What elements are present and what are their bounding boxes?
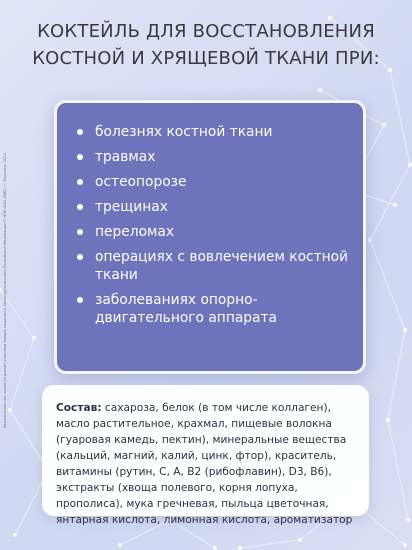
bullet-dot-icon	[77, 129, 83, 135]
condition-text: операциях с вовлечением костной ткани	[95, 249, 349, 283]
composition-text	[42, 385, 369, 528]
conditions-card	[54, 100, 366, 374]
bullet-dot-icon	[77, 154, 83, 160]
title-line-1: КОКТЕЙЛЬ ДЛЯ ВОССТАНОВЛЕНИЯ	[37, 21, 375, 42]
condition-item	[75, 148, 349, 166]
condition-item	[75, 123, 349, 141]
condition-item	[75, 198, 349, 216]
bullet-dot-icon	[77, 204, 83, 210]
composition-label: Состав:	[56, 402, 102, 414]
condition-text: трещинах	[95, 199, 168, 215]
condition-text: травмах	[95, 149, 156, 165]
condition-text: заболеваниях опорно-двигательного аппарата	[95, 292, 278, 326]
condition-item	[75, 223, 349, 241]
bullet-dot-icon	[77, 297, 83, 303]
composition-panel	[42, 385, 369, 526]
bullet-dot-icon	[77, 254, 83, 260]
bullet-dot-icon	[77, 229, 83, 235]
condition-item	[75, 291, 349, 327]
condition-item	[75, 173, 349, 191]
composition-ingredients: сахароза, белок (в том числе коллаген), масло растительное, крахмал, пищевые волокна (гуаровая камедь, пектин), минеральные вещества (кальций, магний, калий, цинк, фтор), краситель, витамины (рутин, С, А, В2 (рибофлавин), D3, В6), экстракты (хвоща полевого, корня лопуха, прополиса), мука гречневая, пыльца цветочная, янтарная кислота, лимонная кислота, ароматизатор	[56, 402, 353, 526]
condition-item	[75, 248, 349, 284]
conditions-list	[57, 103, 363, 327]
condition-text: болезнях костной ткани	[95, 124, 273, 140]
page-title	[0, 18, 412, 72]
title-line-2: КОСТНОЙ И ХРЯЩЕВОЙ ТКАНИ ПРИ:	[32, 48, 380, 69]
copyright-vertical-note-container	[3, 28, 13, 428]
condition-text: переломах	[95, 224, 175, 240]
copyright-vertical-note: Исключительные права на дизайн упаковки товара защищены законодательством Российской Федерации © НПК ООО «ВИС» г. Воронеж, 2024	[3, 153, 7, 428]
bullet-dot-icon	[77, 179, 83, 185]
condition-text: остеопорозе	[95, 174, 187, 190]
